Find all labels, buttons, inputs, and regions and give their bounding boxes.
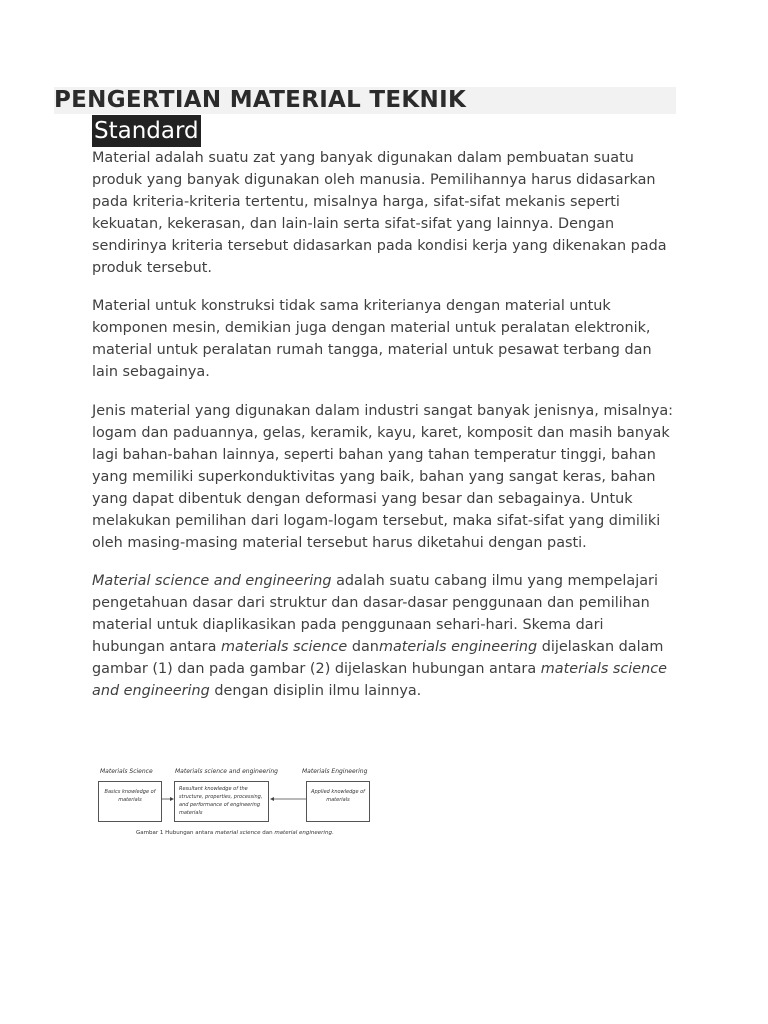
figure-box-basic-knowledge: Basics knowledge of materials	[98, 781, 162, 822]
standard-badge: Standard	[92, 115, 201, 147]
italic-term: Material science and engineering	[92, 573, 332, 590]
arrow-right-icon	[162, 795, 175, 803]
italic-term: materials science and engineering	[92, 661, 668, 699]
italic-term: materials science	[220, 639, 348, 656]
figure-caption	[136, 830, 334, 836]
caption-italic: material engineering	[274, 830, 332, 836]
page-title: PENGERTIAN MATERIAL TEKNIK	[54, 87, 467, 113]
paragraph-3: Jenis material yang digunakan dalam industri sangat banyak jenisnya, misalnya: logam dan paduannya, gelas, keramik, kayu, karet, komposit dan masih banyak lagi bahan-bahan lainnya, seperti bahan yang tahan temperatur tinggi, bahan yang memiliki superkonduktivitas yang baik, bahan yang sangat keras, bahan yang dapat dibentuk dengan deformasi yang besar dan sebagainya. Untuk melakukan pemilihan dari logam-logam tersebut, maka sifat-sifat yang dimiliki oleh masing-masing material tersebut harus diketahui dengan pasti.	[92, 403, 674, 551]
figure-header-materials-science: Materials Science	[100, 768, 153, 775]
paragraph-text: dan	[347, 639, 379, 656]
arrow-left-icon	[269, 795, 307, 803]
paragraph-1: Material adalah suatu zat yang banyak digunakan dalam pembuatan suatu produk yang banyak digunakan oleh manusia. Pemilihannya harus didasarkan pada kriteria-kriteria tertentu, misalnya harga, sifat-sifat mekanis seperti kekuatan, kekerasan, dan lain-lain serta sifat-sifat yang lainnya. Dengan sendirinya kriteria tersebut didasarkan pada kondisi kerja yang dikenakan pada produk tersebut.	[92, 150, 667, 276]
document-body	[92, 148, 677, 720]
italic-term: materials engineering	[378, 639, 538, 656]
figure-header-science-engineering: Materials science and engineering	[175, 768, 278, 775]
paragraph-2: Material untuk konstruksi tidak sama kriterianya dengan material untuk komponen mesin, demikian juga dengan material untuk peralatan elektronik, material untuk peralatan rumah tangga, material untuk pesawat terbang dan lain sebagainya.	[92, 298, 652, 381]
caption-text: dan	[260, 830, 275, 836]
caption-text: Gambar 1 Hubungan antara	[136, 830, 216, 836]
caption-italic: material science	[215, 830, 261, 836]
paragraph-text: dengan disiplin ilmu lainnya.	[209, 682, 422, 699]
paragraph-text: dijelaskan dalam gambar (1) dan pada gambar (2) dijelaskan hubungan antara	[92, 639, 664, 678]
figure-box-resultant-knowledge: Resultant knowledge of the structure, properties, processing, and performance of engineering materials	[174, 781, 269, 822]
figure-1-diagram	[92, 764, 382, 844]
paragraph-text: adalah suatu cabang ilmu yang mempelajari pengetahuan dasar dari struktur dan dasar-dasar penggunaan dan pemilihan material untuk diaplikasikan pada penggunaan sehari-hari. Skema dari hubungan antara	[92, 573, 658, 656]
figure-box-applied-knowledge: Applied knowledge of materials	[306, 781, 370, 822]
caption-text: .	[331, 830, 334, 836]
paragraph-4	[92, 571, 677, 702]
figure-header-materials-engineering: Materials Engineering	[302, 768, 368, 775]
